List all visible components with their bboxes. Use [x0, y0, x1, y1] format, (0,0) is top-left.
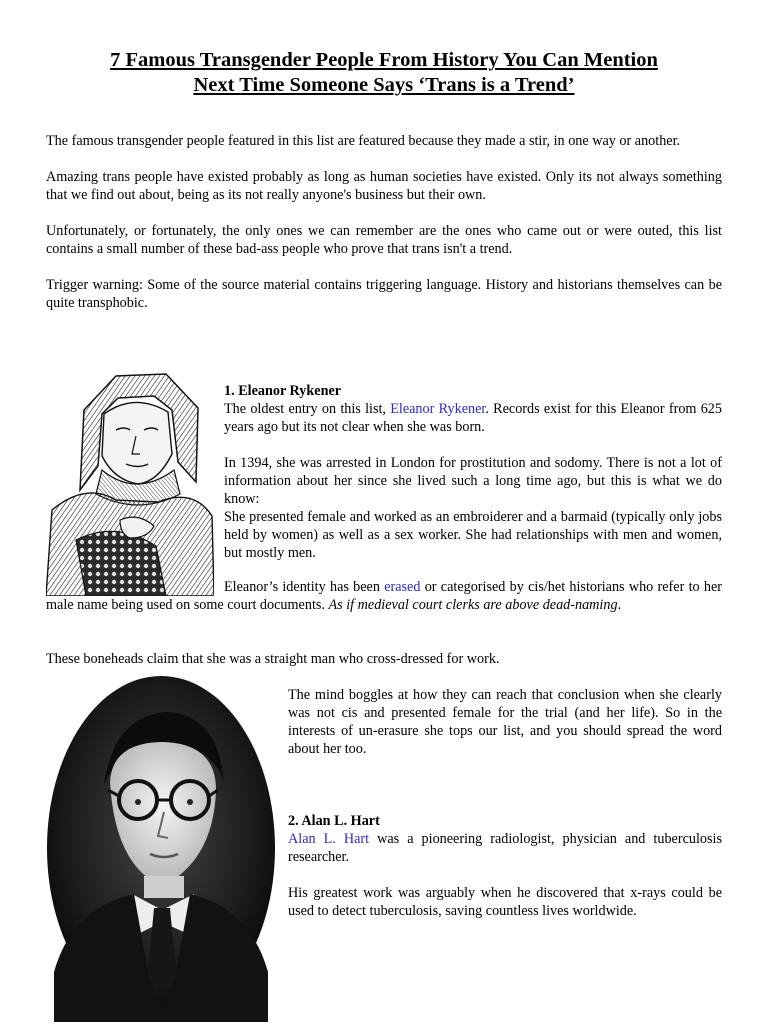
intro-paragraph-1: The famous transgender people featured in this list are featured because they made a stir, in one way or another. — [46, 133, 681, 149]
title-line-2: Next Time Someone Says ‘Trans is a Trend’ — [193, 74, 575, 96]
entry-1-paragraph-4 — [46, 578, 722, 614]
entry-1-paragraph-3: She presented female and worked as an embroiderer and a barmaid (typically only jobs held by women) as well as a sex worker. She had relationships with men and women, but mostly men. — [224, 509, 722, 561]
entry-2-paragraph-2: His greatest work was arguably when he discovered that x-rays could be used to detect tuberculosis, saving countless lives worldwide. — [288, 885, 722, 919]
entry-eleanor-text — [224, 382, 722, 562]
entry-alan-column — [288, 686, 722, 920]
erased-link[interactable]: erased — [384, 579, 421, 595]
entry-2-p1-text: was a pioneering radiologist, physician and tuberculosis researcher. — [288, 831, 722, 865]
alan-hart-photo — [44, 672, 278, 1022]
spacer — [288, 866, 722, 884]
alan-hart-portrait — [44, 672, 278, 1022]
entry-1-p1-text-end: . Records exist for this Eleanor from 625 years ago but its not clear when she was born. — [224, 401, 722, 435]
entry-1-paragraph-5-block — [46, 650, 722, 668]
entry-1-paragraph-1 — [224, 400, 722, 436]
intro-paragraph-4: Trigger warning: Some of the source material contains triggering language. History and historians themselves can be quite transphobic. — [46, 277, 722, 311]
entry-2-paragraph-1 — [288, 830, 722, 866]
alan-hart-link[interactable]: Alan L. Hart — [288, 831, 370, 847]
entry-1-paragraph-5: These boneheads claim that she was a straight man who cross-dressed for work. — [46, 651, 500, 667]
entry-2-heading: 2. Alan L. Hart — [288, 813, 380, 829]
eleanor-engraving-image — [46, 370, 214, 596]
eleanor-rykener-link[interactable]: Eleanor Rykener — [390, 401, 486, 417]
entry-1-heading: 1. Eleanor Rykener — [224, 383, 342, 399]
document-title — [46, 48, 722, 98]
entry-1-p4-text: Eleanor’s identity has been — [224, 579, 385, 595]
title-line-1: 7 Famous Transgender People From History You Can Mention — [110, 49, 658, 71]
intro-section — [46, 132, 722, 330]
document-body — [46, 48, 722, 98]
intro-paragraph-3: Unfortunately, or fortunately, the only ones we can remember are the ones who came out or were outed, this list contains a small number of these bad-ass people who prove that trans isn't a trend. — [46, 223, 722, 257]
eleanor-rykener-portrait — [46, 370, 214, 596]
entry-1-paragraph-6: The mind boggles at how they can reach that conclusion when she clearly was not cis and presented female for the trial (and her life). So in the interests of un-erasure she tops our list, and you should spread the word about her too. — [288, 687, 722, 757]
entry-1-p4-italic: As if medieval court clerks are above dead-naming — [328, 597, 618, 613]
entry-1-p1-text: The oldest entry on this list, — [224, 401, 391, 417]
spacer — [288, 758, 722, 812]
entry-1-paragraph-4-block — [46, 578, 722, 614]
entry-1-paragraph-2: In 1394, she was arrested in London for prostitution and sodomy. There is not a lot of information about her since she lived such a long time ago, but this is what we do know: — [224, 455, 722, 507]
entry-1-p4-text-mid: or categorised by cis/het historians who refer to her male name being used on some court documents. — [46, 579, 722, 613]
intro-paragraph-2: Amazing trans people have existed probably as long as human societies have existed. Only its not always something that we find out about, being as its not really anyone's business but their own. — [46, 169, 722, 203]
spacer — [224, 436, 722, 454]
entry-1-p4-end: . — [617, 597, 622, 613]
